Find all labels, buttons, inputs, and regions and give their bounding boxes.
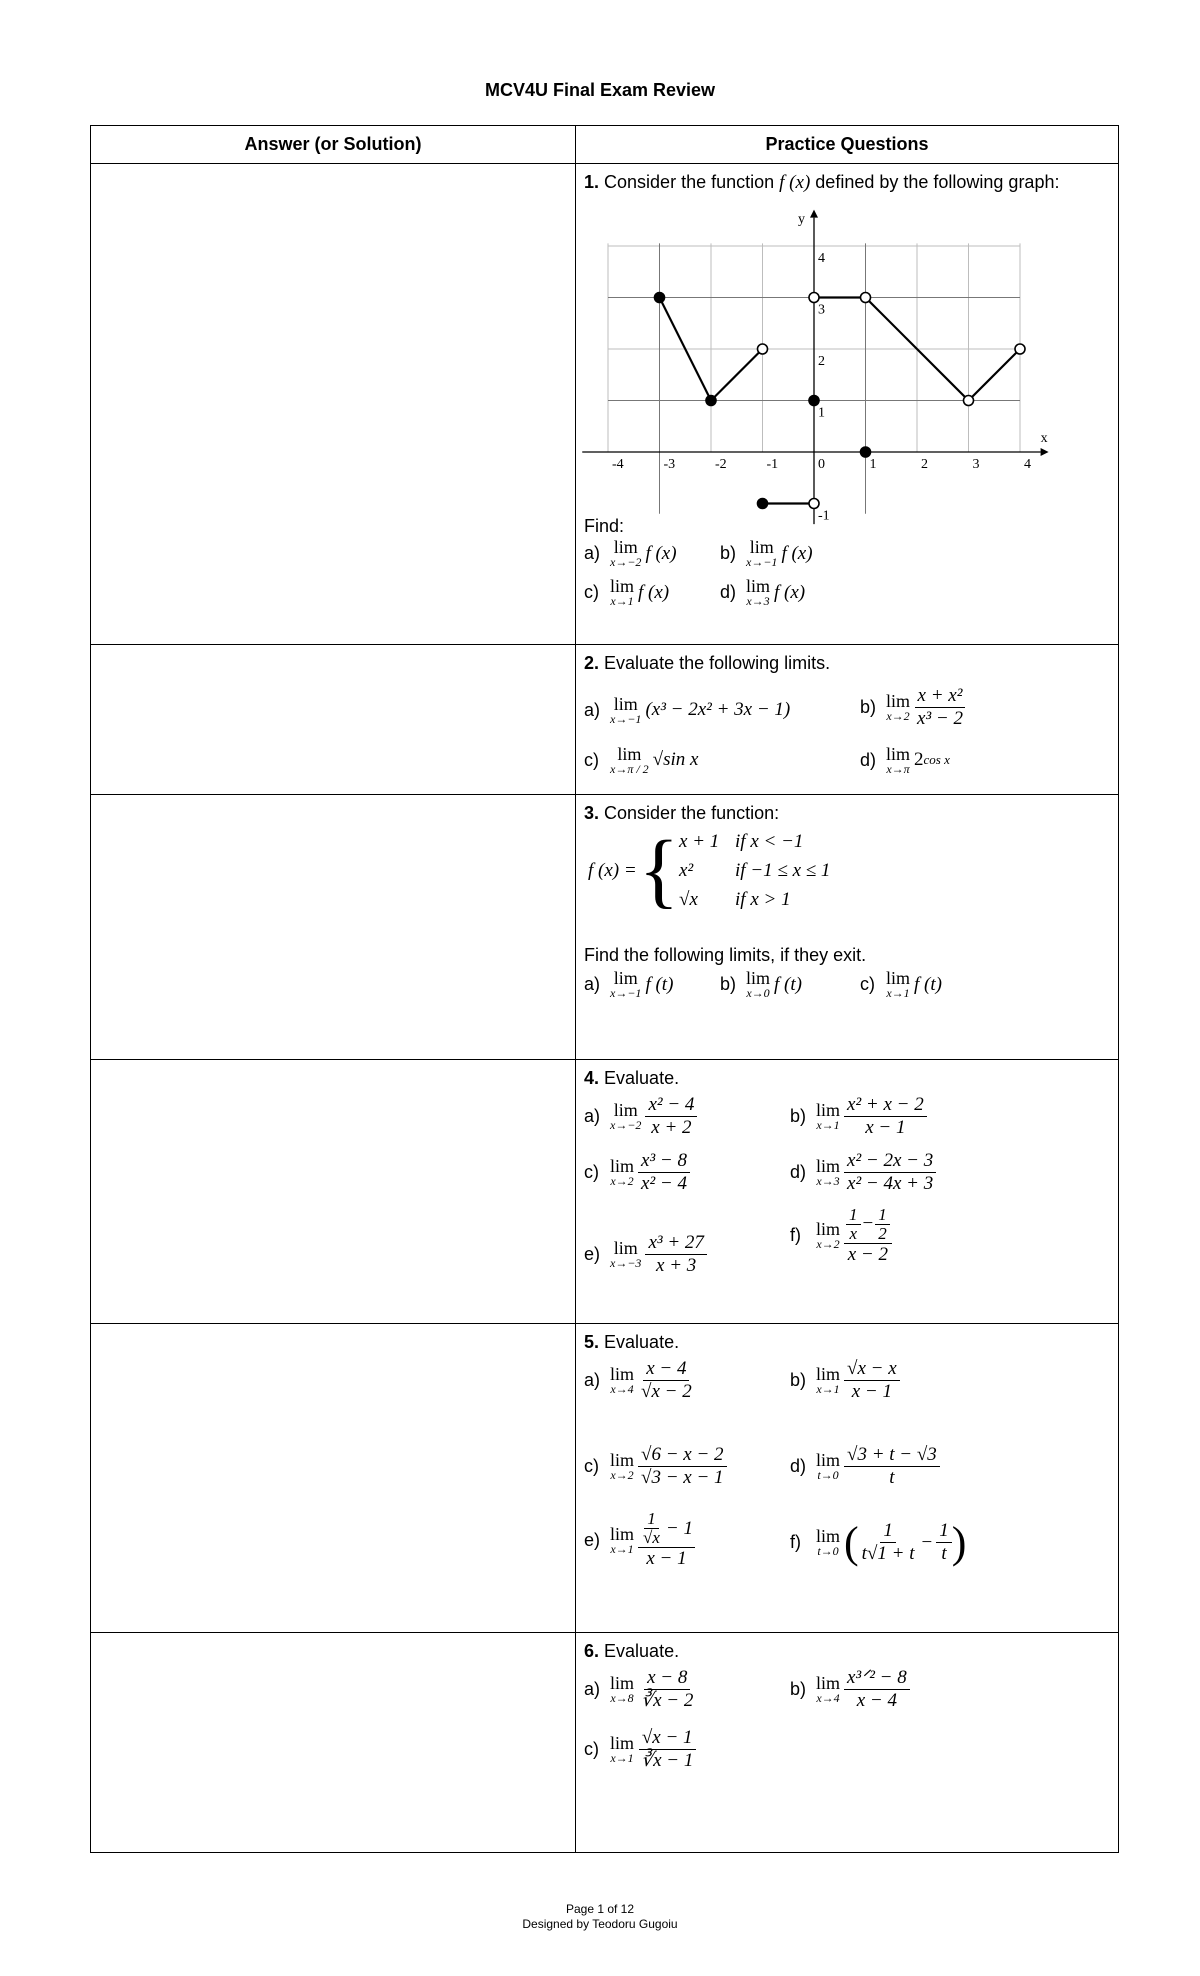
answer-column-header: Answer (or Solution) [91, 126, 576, 164]
y-tick-label: 2 [818, 354, 825, 370]
graph-segment [711, 349, 763, 401]
q6-part-a: a) lim x→8 $\frac{x - 8}{∛x - 2}$ [584, 1666, 694, 1711]
q3-text: Consider the function: [604, 803, 780, 824]
page-footer [0, 1902, 1200, 1932]
y-tick-label: -1 [818, 508, 830, 524]
y-tick-label: 1 [818, 405, 825, 421]
x-tick-label: -2 [715, 457, 727, 473]
practice-column-header: Practice Questions [576, 126, 1119, 164]
q1-number: 1. [584, 172, 600, 193]
q4-part-c: c) lim x→2 $\frac{\text{x³ − 8}}{\text{x² − 4}}$ [584, 1150, 690, 1195]
q6-part-c: c) lim x→1 $\frac{√x - 1}{∛x - 1}$ [584, 1727, 696, 1772]
graph-axes [582, 210, 1048, 524]
open-point [758, 344, 768, 354]
q1-part-c: c) lim x→1 f (x) [584, 576, 670, 609]
q4-number: 4. [584, 1067, 600, 1088]
q3-part-b: b) lim x→0 f (t) [720, 968, 802, 1001]
x-tick-label: 3 [972, 457, 980, 473]
q4-part-f: f) lim x→2 $\frac{1}{x}$ − $\frac{1}{2}$ x − 2 [790, 1206, 892, 1266]
q5-part-e: e) lim x→1 $\frac{1}{√x}$ − 1 x − 1 [584, 1509, 693, 1570]
designer-credit: Designed by Teodoru Gugoiu [522, 1917, 678, 1931]
q2-text: Evaluate the following limits. [604, 652, 831, 673]
y-axis-arrow [810, 210, 818, 218]
q5-text: Evaluate. [604, 1332, 680, 1353]
q5-number: 5. [584, 1332, 600, 1353]
x-tick-label: -3 [663, 457, 676, 473]
q3-part-c: c) lim x→1 f (t) [860, 968, 942, 1001]
q2-part-c: c) lim x→π / 2 √sin x [584, 743, 699, 776]
question-1 [576, 164, 1119, 645]
answer-cell-6 [91, 1632, 576, 1852]
q1-find: Find: [584, 516, 625, 537]
x-tick-label: 4 [1024, 457, 1031, 473]
q5-part-d: d) lim t→0 $\frac{√3 + t - √3}{t}$ [790, 1444, 940, 1489]
q1-part-a: a) lim x→−2 f (x) [584, 537, 677, 570]
q1-part-b: b) lim x→−1 f (x) [720, 537, 813, 570]
closed-point [655, 293, 665, 303]
open-point [861, 293, 871, 303]
question-4 [576, 1059, 1119, 1323]
closed-point [861, 447, 871, 457]
question-6 [576, 1632, 1119, 1852]
q5-part-f: f) lim t→0 ( $\frac{1}{t√1 + t}$ − $\frac{1}{t}$ ) [790, 1517, 967, 1567]
q1-graph [582, 208, 1062, 524]
q4-part-e: e) lim x→−3 $\frac{\text{x³ + 27}}{x + 3}$ [584, 1232, 707, 1277]
x-tick-label: 2 [921, 457, 928, 473]
answer-cell-1 [91, 164, 576, 645]
q1-text: Consider the function [604, 172, 775, 193]
page-number: Page 1 of 12 [565, 1902, 635, 1916]
q4-part-a: a) lim x→−2 $\frac{\text{x² − 4}}{x + 2}$ [584, 1094, 697, 1139]
x-tick-label: 1 [869, 457, 877, 473]
q1-part-d: d) lim x→3 f (x) [720, 576, 806, 609]
x-tick-label: -4 [612, 457, 624, 473]
closed-point [706, 396, 716, 406]
open-point [964, 396, 974, 406]
y-tick-label: 3 [818, 302, 825, 318]
q2-part-a: a) lim x→−1 (x³ − 2x² + 3x − 1) [584, 693, 791, 726]
y-axis-label: y [798, 211, 805, 227]
answer-cell-3 [91, 795, 576, 1059]
y-tick-label: 4 [818, 251, 825, 267]
q4-part-d: d) lim x→3 $\frac{\text{x² − 2x − 3}}{\text{x² − 4x + 3}}$ [790, 1150, 936, 1195]
q3-piecewise: f (x) = { x + 1 if x < −1 x² if −1 ≤ x ≤ 1 √x if x > 1 [588, 823, 831, 917]
q3-part-a: a) lim x→−1 f (t) [584, 968, 674, 1001]
closed-point [758, 499, 768, 509]
answer-cell-2 [91, 644, 576, 794]
q1-text2: defined by the following graph: [815, 172, 1060, 193]
review-table [90, 125, 1119, 1853]
x-axis-label: x [1040, 431, 1048, 447]
question-5 [576, 1324, 1119, 1633]
q5-part-c: c) lim x→2 $\frac{√6 - x - 2}{√3 - x - 1}$ [584, 1444, 727, 1489]
graph-ticks [612, 212, 1048, 524]
q2-number: 2. [584, 652, 600, 673]
q2-part-d: d) lim x→π 2 cos x [860, 743, 950, 776]
q5-part-b: b) lim x→1 $\frac{√x - x}{x - 1}$ [790, 1358, 900, 1403]
graph-segment [969, 349, 1021, 401]
page-title: MCV4U Final Exam Review [484, 80, 716, 100]
open-point [809, 293, 819, 303]
question-2 [576, 644, 1119, 794]
answer-cell-5 [91, 1324, 576, 1633]
x-axis-arrow [1041, 448, 1049, 456]
q2-part-b: b) lim x→2 $\frac{\text{x + x²}}{\text{x³ − 2}}$ [860, 685, 966, 730]
q4-text: Evaluate. [604, 1067, 680, 1088]
q1-fx: f (x) [779, 172, 811, 194]
q6-text: Evaluate. [604, 1640, 680, 1661]
question-3 [576, 795, 1119, 1059]
q4-part-b: b) lim x→1 $\frac{\text{x² + x − 2}}{x - 1}$ [790, 1094, 927, 1139]
open-point [1015, 344, 1025, 354]
q3-number: 3. [584, 803, 600, 824]
q5-part-a: a) lim x→4 $\frac{x - 4}{√x - 2}$ [584, 1358, 692, 1403]
open-point [809, 499, 819, 509]
answer-cell-4 [91, 1059, 576, 1323]
q6-number: 6. [584, 1640, 600, 1661]
q3-find: Find the following limits, if they exit. [584, 945, 867, 966]
x-tick-label: -1 [766, 457, 779, 473]
x-tick-label: 0 [818, 457, 825, 473]
q6-part-b: b) lim x→4 $\frac{\text{x³ᐟ² − 8}}{x - 4}$ [790, 1667, 910, 1712]
closed-point [809, 396, 819, 406]
